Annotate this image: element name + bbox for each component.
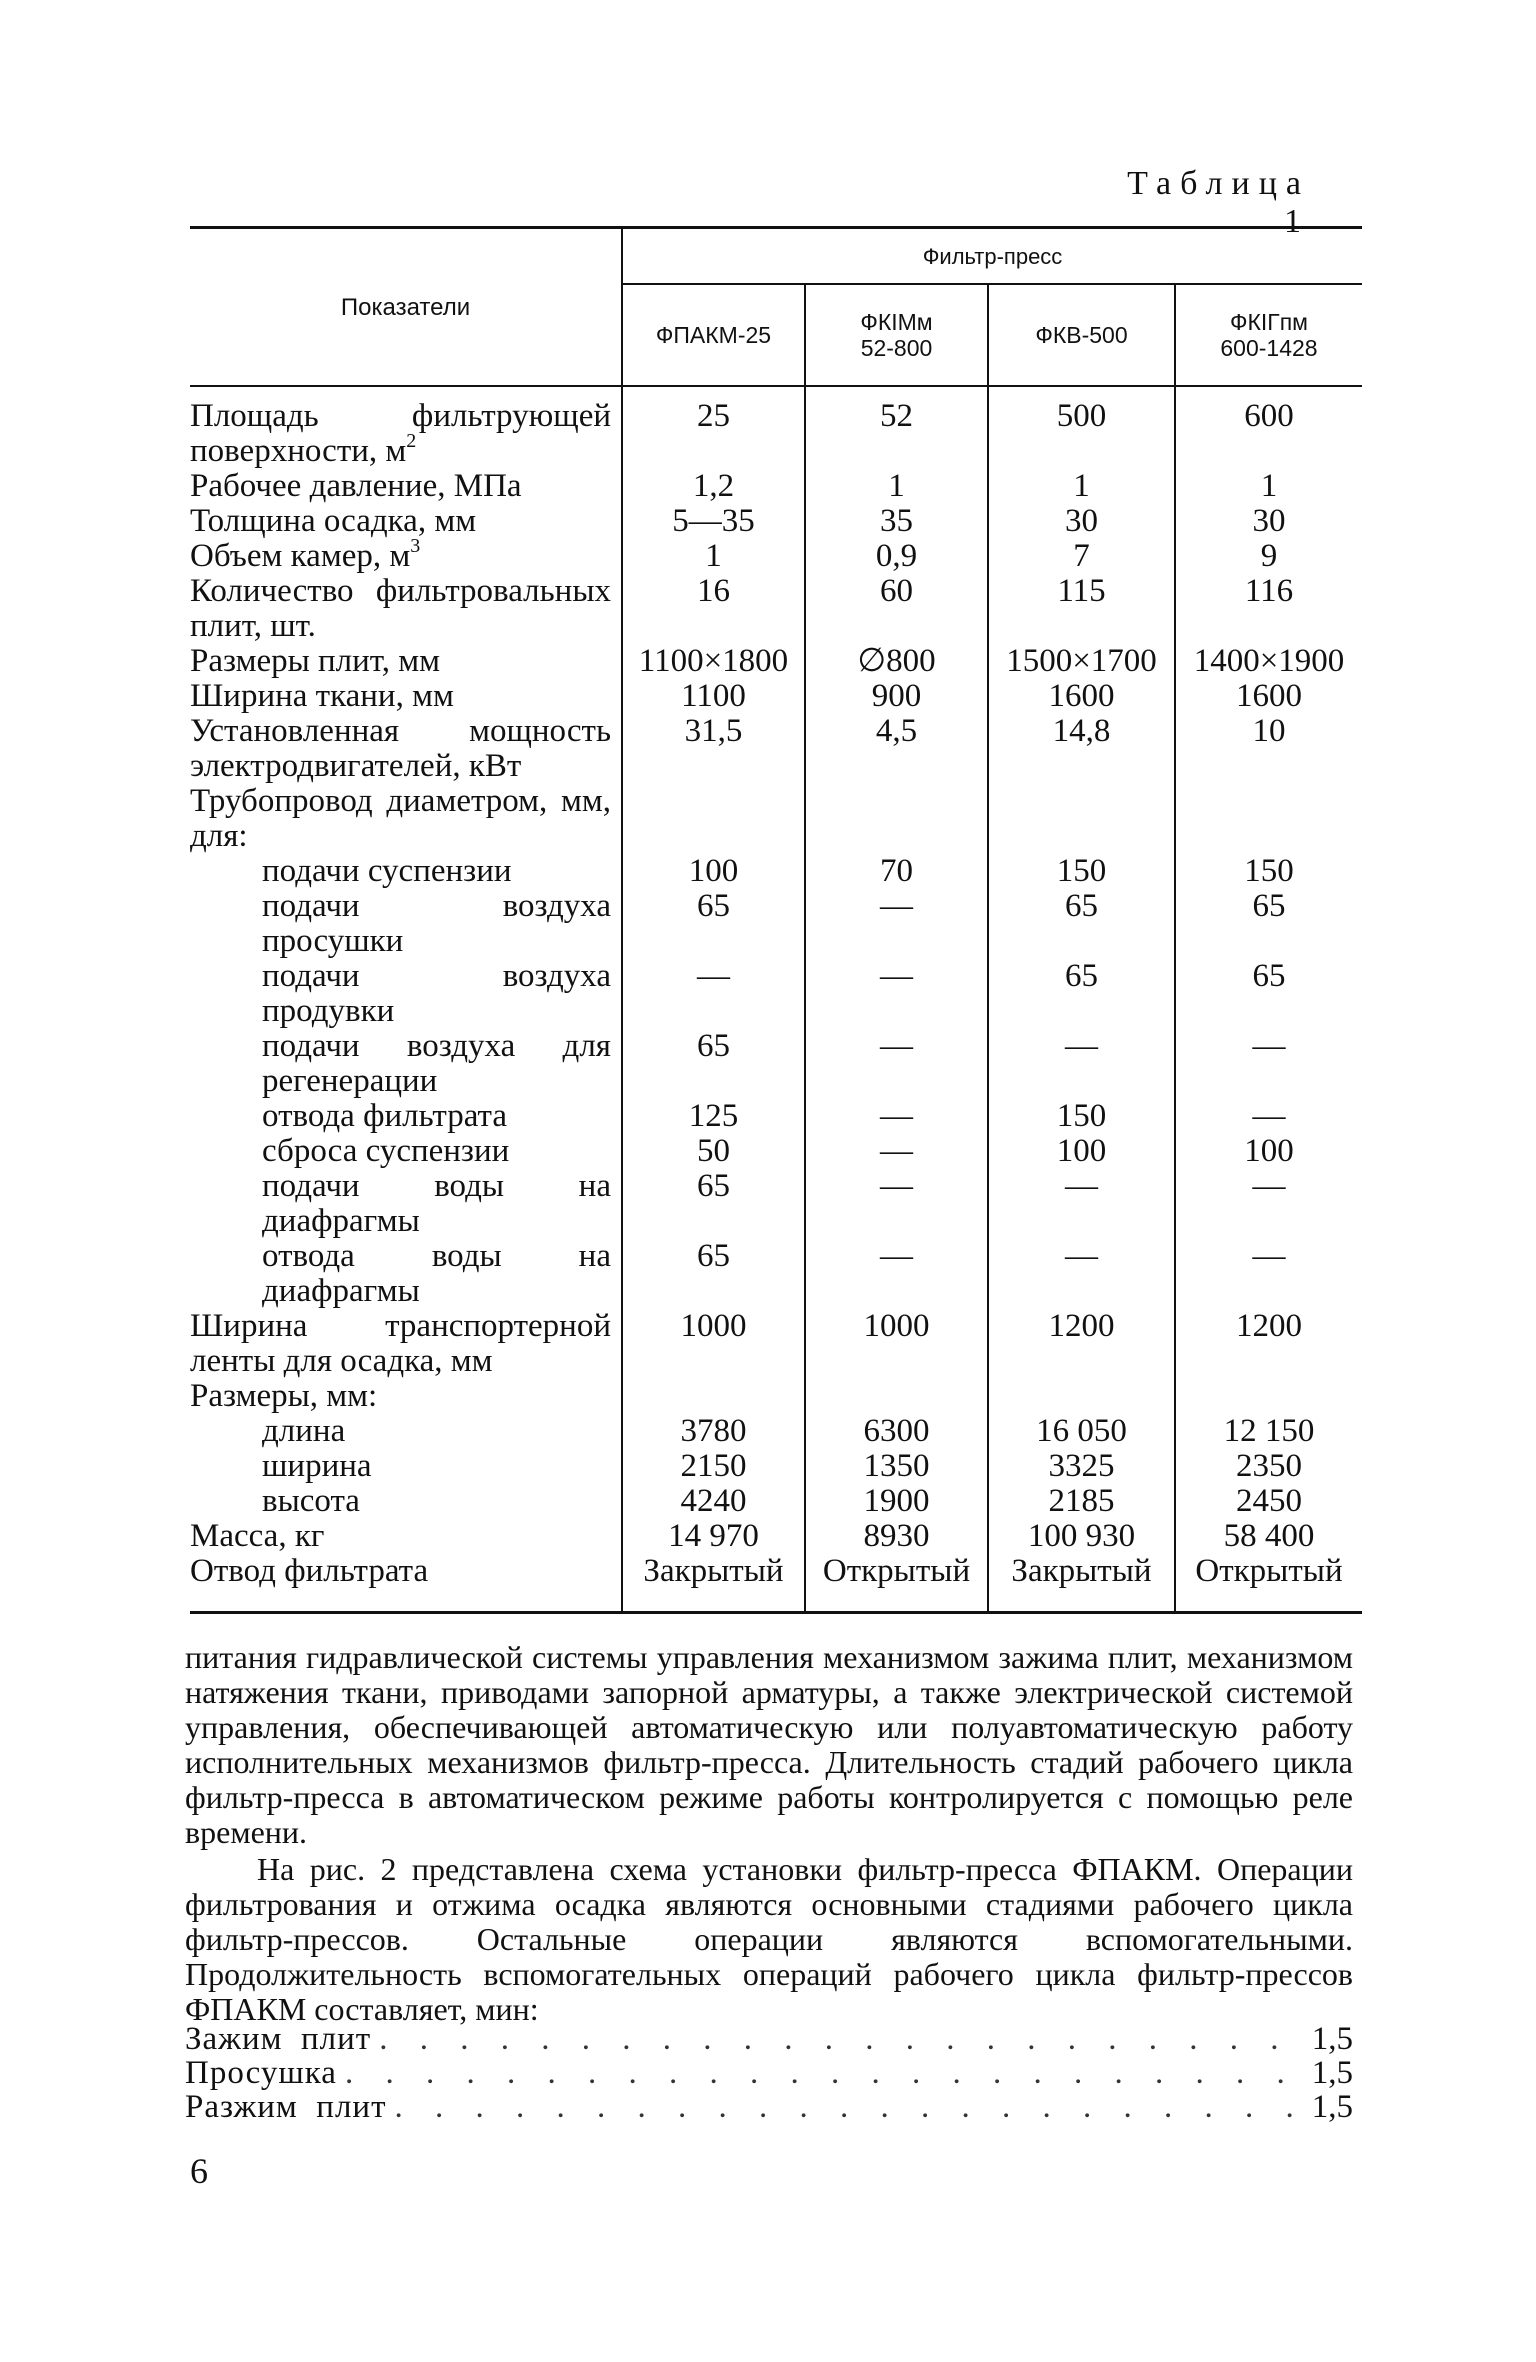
cell-value: 3325 bbox=[988, 1449, 1175, 1484]
table-row bbox=[190, 854, 1362, 889]
cell-value: 1 bbox=[622, 539, 805, 574]
cell-value: 2185 bbox=[988, 1484, 1175, 1519]
table-row bbox=[190, 539, 1362, 574]
cell-value: — bbox=[622, 959, 805, 1029]
cell-value: — bbox=[805, 1134, 988, 1169]
cell-value: 70 bbox=[805, 854, 988, 889]
dot-leader bbox=[379, 2022, 1297, 2056]
cell-value: 1350 bbox=[805, 1449, 988, 1484]
cell-value: — bbox=[988, 1239, 1175, 1309]
dot-leader bbox=[345, 2056, 1297, 2090]
row-label: Трубопровод диаметром, мм, для: bbox=[190, 783, 611, 854]
cell-value: — bbox=[1175, 1029, 1362, 1099]
cell-value: 1400×1900 bbox=[1175, 644, 1362, 679]
cell-value: 1200 bbox=[1175, 1309, 1362, 1379]
row-label: подачи суспензии bbox=[262, 853, 512, 889]
body-text bbox=[185, 1640, 1353, 2027]
table-row bbox=[190, 1554, 1362, 1613]
cell-value: 4240 bbox=[622, 1484, 805, 1519]
table-row bbox=[190, 1169, 1362, 1239]
cell-value: Закрытый bbox=[622, 1554, 805, 1613]
cell-value: 1 bbox=[1175, 469, 1362, 504]
cell-value: 8930 bbox=[805, 1519, 988, 1554]
table-row bbox=[190, 784, 1362, 854]
table-row bbox=[190, 1309, 1362, 1379]
table-row bbox=[190, 1414, 1362, 1449]
row-label: сброса суспензии bbox=[262, 1133, 510, 1169]
column-header: ФКВ-500 bbox=[988, 284, 1175, 386]
row-label: Отвод фильтрата bbox=[190, 1554, 622, 1613]
operation-name: Зажим плит bbox=[185, 2021, 372, 2057]
cell-value: 1 bbox=[805, 469, 988, 504]
cell-value: 16 bbox=[622, 574, 805, 644]
cell-value bbox=[988, 1379, 1175, 1414]
table-row bbox=[190, 714, 1362, 784]
row-label: длина bbox=[262, 1413, 346, 1449]
operations-list bbox=[185, 2022, 1353, 2124]
operation-row bbox=[185, 2090, 1353, 2124]
row-label: подачи воздуха для регенерации bbox=[262, 1028, 611, 1099]
cell-value: Открытый bbox=[1175, 1554, 1362, 1613]
table-row bbox=[190, 1519, 1362, 1554]
cell-value: 16 050 bbox=[988, 1414, 1175, 1449]
row-label: Рабочее давление, МПа bbox=[190, 468, 522, 504]
cell-value: 7 bbox=[988, 539, 1175, 574]
cell-value bbox=[1175, 784, 1362, 854]
paragraph-2: На рис. 2 представлена схема установки фильтр-пресса ФПАКМ. Операции фильтрования и отжима осадка являются основными стадиями рабочего цикла фильтр-прессов. Остальные операции являются вспомогательными. Продолжительность вспомогательных операций рабочего цикла фильтр-прессов ФПАКМ составляет, мин: bbox=[185, 1851, 1353, 2027]
cell-value: 14 970 bbox=[622, 1519, 805, 1554]
row-label: Установленная мощность электродвигателей, кВт bbox=[190, 713, 611, 784]
cell-value: 65 bbox=[622, 1029, 805, 1099]
cell-value: — bbox=[805, 959, 988, 1029]
cell-value: 12 150 bbox=[1175, 1414, 1362, 1449]
table-row bbox=[190, 504, 1362, 539]
dot-leader bbox=[395, 2090, 1298, 2124]
cell-value: 14,8 bbox=[988, 714, 1175, 784]
cell-value: 2150 bbox=[622, 1449, 805, 1484]
cell-value: 1000 bbox=[622, 1309, 805, 1379]
page-number: 6 bbox=[190, 2151, 208, 2191]
cell-value bbox=[805, 1379, 988, 1414]
table-row bbox=[190, 959, 1362, 1029]
cell-value bbox=[805, 784, 988, 854]
table-row bbox=[190, 1134, 1362, 1169]
cell-value: 150 bbox=[988, 1099, 1175, 1134]
cell-value bbox=[988, 784, 1175, 854]
column-header: ФПАКМ-25 bbox=[622, 284, 805, 386]
row-label: подачи воздуха продувки bbox=[262, 958, 611, 1029]
cell-value: 1,2 bbox=[622, 469, 805, 504]
cell-value: 100 bbox=[988, 1134, 1175, 1169]
cell-value: — bbox=[988, 1029, 1175, 1099]
table-row bbox=[190, 1099, 1362, 1134]
cell-value: 1100 bbox=[622, 679, 805, 714]
cell-value: 0,9 bbox=[805, 539, 988, 574]
cell-value: 4,5 bbox=[805, 714, 988, 784]
cell-value: — bbox=[988, 1169, 1175, 1239]
cell-value: 150 bbox=[1175, 854, 1362, 889]
cell-value: — bbox=[1175, 1099, 1362, 1134]
table-body bbox=[190, 386, 1362, 1613]
row-label: высота bbox=[262, 1483, 360, 1519]
cell-value: 9 bbox=[1175, 539, 1362, 574]
group-header: Фильтр-пресс bbox=[622, 228, 1362, 285]
row-label: Толщина осадка, мм bbox=[190, 503, 477, 539]
cell-value: 6300 bbox=[805, 1414, 988, 1449]
table-caption: Таблица 1 bbox=[1127, 165, 1310, 240]
cell-value: 65 bbox=[622, 1239, 805, 1309]
cell-value: 65 bbox=[1175, 889, 1362, 959]
cell-value: 100 930 bbox=[988, 1519, 1175, 1554]
cell-value bbox=[622, 784, 805, 854]
cell-value: 65 bbox=[622, 1169, 805, 1239]
cell-value: 600 bbox=[1175, 386, 1362, 469]
row-label: Площадь фильтрующей поверхности, $м^2$ bbox=[190, 398, 611, 469]
operation-row bbox=[185, 2056, 1353, 2090]
cell-value: 1000 bbox=[805, 1309, 988, 1379]
cell-value: 116 bbox=[1175, 574, 1362, 644]
cell-value: 30 bbox=[988, 504, 1175, 539]
table-row bbox=[190, 679, 1362, 714]
operation-value: 1,5 bbox=[1311, 2021, 1353, 2057]
cell-value: 115 bbox=[988, 574, 1175, 644]
row-label: отвода воды на диафрагмы bbox=[262, 1238, 611, 1309]
cell-value: 60 bbox=[805, 574, 988, 644]
row-header: Показатели bbox=[190, 228, 622, 387]
cell-value: — bbox=[805, 889, 988, 959]
cell-value: 58 400 bbox=[1175, 1519, 1362, 1554]
column-header: ФКIГпм 600-1428 bbox=[1175, 284, 1362, 386]
cell-value: — bbox=[1175, 1169, 1362, 1239]
operation-value: 1,5 bbox=[1311, 2089, 1353, 2125]
table-row bbox=[190, 1029, 1362, 1099]
cell-value: 25 bbox=[622, 386, 805, 469]
cell-value: — bbox=[1175, 1239, 1362, 1309]
row-label: Количество фильтровальных плит, шт. bbox=[190, 573, 611, 644]
cell-value: 2350 bbox=[1175, 1449, 1362, 1484]
cell-value: 3780 bbox=[622, 1414, 805, 1449]
row-label: отвода фильтрата bbox=[262, 1098, 507, 1134]
table-row bbox=[190, 889, 1362, 959]
row-label: Масса, кг bbox=[190, 1518, 325, 1554]
cell-value: Закрытый bbox=[988, 1554, 1175, 1613]
cell-value: 1600 bbox=[988, 679, 1175, 714]
cell-value: 30 bbox=[1175, 504, 1362, 539]
cell-value: 1500×1700 bbox=[988, 644, 1175, 679]
row-label: ширина bbox=[262, 1448, 372, 1484]
row-label: Ширина транспортерной ленты для осадка, мм bbox=[190, 1308, 611, 1379]
cell-value: 50 bbox=[622, 1134, 805, 1169]
operation-row bbox=[185, 2022, 1353, 2056]
cell-value: 2450 bbox=[1175, 1484, 1362, 1519]
cell-value bbox=[1175, 1379, 1362, 1414]
operation-name: Просушка bbox=[185, 2055, 337, 2091]
row-label: Ширина ткани, мм bbox=[190, 678, 454, 714]
cell-value: ∅800 bbox=[805, 644, 988, 679]
cell-value: 1600 bbox=[1175, 679, 1362, 714]
cell-value: — bbox=[805, 1239, 988, 1309]
cell-value: 31,5 bbox=[622, 714, 805, 784]
table-row bbox=[190, 574, 1362, 644]
cell-value: 100 bbox=[1175, 1134, 1362, 1169]
cell-value bbox=[622, 1379, 805, 1414]
filter-press-spec-table bbox=[190, 226, 1362, 1614]
cell-value: — bbox=[805, 1099, 988, 1134]
row-label: подачи воды на диафрагмы bbox=[262, 1168, 611, 1239]
cell-value: 1100×1800 bbox=[622, 644, 805, 679]
paragraph-1: питания гидравлической системы управления механизмом зажима плит, механизмом натяжения ткани, приводами запорной арматуры, а также электрической системой управления, обеспечивающей автоматическую или полуавтоматическую работу исполнительных механизмов фильтр-пресса. Длительность стадий рабочего цикла фильтр-пресса в автоматическом режиме работы контролируется с помощью реле времени. bbox=[185, 1639, 1353, 1850]
cell-value: 35 bbox=[805, 504, 988, 539]
row-label: Объем камер, $м^3$ bbox=[190, 535, 421, 574]
cell-value: 52 bbox=[805, 386, 988, 469]
cell-value: — bbox=[805, 1169, 988, 1239]
table-row bbox=[190, 1449, 1362, 1484]
cell-value: 10 bbox=[1175, 714, 1362, 784]
row-label: Размеры плит, мм bbox=[190, 643, 441, 679]
table-row bbox=[190, 469, 1362, 504]
table-row bbox=[190, 1239, 1362, 1309]
cell-value: 65 bbox=[988, 959, 1175, 1029]
cell-value: — bbox=[805, 1029, 988, 1099]
cell-value: 1200 bbox=[988, 1309, 1175, 1379]
row-label: подачи воздуха просушки bbox=[262, 888, 611, 959]
cell-value: 500 bbox=[988, 386, 1175, 469]
table-row bbox=[190, 1484, 1362, 1519]
cell-value: Открытый bbox=[805, 1554, 988, 1613]
row-label: Размеры, мм: bbox=[190, 1378, 378, 1414]
column-header: ФКIМм 52-800 bbox=[805, 284, 988, 386]
cell-value: 125 bbox=[622, 1099, 805, 1134]
table-row bbox=[190, 1379, 1362, 1414]
cell-value: 1900 bbox=[805, 1484, 988, 1519]
cell-value: 65 bbox=[622, 889, 805, 959]
table-row bbox=[190, 644, 1362, 679]
cell-value: 65 bbox=[1175, 959, 1362, 1029]
table-row bbox=[190, 386, 1362, 469]
cell-value: 5—35 bbox=[622, 504, 805, 539]
cell-value: 65 bbox=[988, 889, 1175, 959]
cell-value: 150 bbox=[988, 854, 1175, 889]
cell-value: 900 bbox=[805, 679, 988, 714]
operation-value: 1,5 bbox=[1311, 2055, 1353, 2091]
cell-value: 1 bbox=[988, 469, 1175, 504]
operation-name: Разжим плит bbox=[185, 2089, 387, 2125]
cell-value: 100 bbox=[622, 854, 805, 889]
